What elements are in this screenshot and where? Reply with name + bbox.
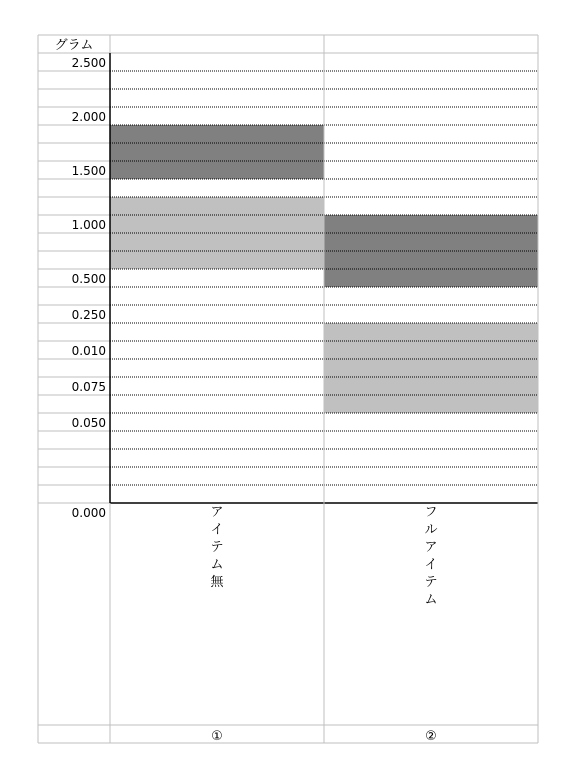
y-tick-label: 0.000 [71, 506, 106, 520]
band-col2-light [324, 323, 538, 413]
y-tick-label: 1.500 [71, 164, 106, 178]
y-tick-label: 2.000 [71, 110, 106, 124]
column-label-char: フ [424, 505, 438, 520]
y-tick-label: 0.250 [71, 308, 106, 322]
column-label-char: ル [424, 522, 438, 538]
column-label-char: ム [210, 557, 224, 573]
column-label-char: 無 [210, 575, 224, 590]
y-tick-label: 1.000 [71, 218, 106, 232]
y-tick-label: 0.075 [71, 380, 106, 394]
column-label-char: ア [424, 540, 438, 555]
y-tick-label: 0.010 [71, 344, 106, 358]
band-col1-dark [110, 125, 324, 179]
y-tick-label: 2.500 [71, 56, 106, 70]
column-label-char: イ [210, 522, 224, 538]
column-label-char: テ [210, 540, 224, 555]
column-label-char: テ [424, 575, 438, 590]
column-label-char: ア [210, 505, 224, 520]
column-label-char: ム [424, 592, 438, 608]
column-number: ② [425, 729, 437, 744]
column-label-char: イ [424, 557, 438, 573]
y-tick-label: 0.050 [71, 416, 106, 430]
column-number: ① [211, 729, 223, 744]
unit-label: グラム [54, 38, 94, 53]
y-tick-label: 0.500 [71, 272, 106, 286]
